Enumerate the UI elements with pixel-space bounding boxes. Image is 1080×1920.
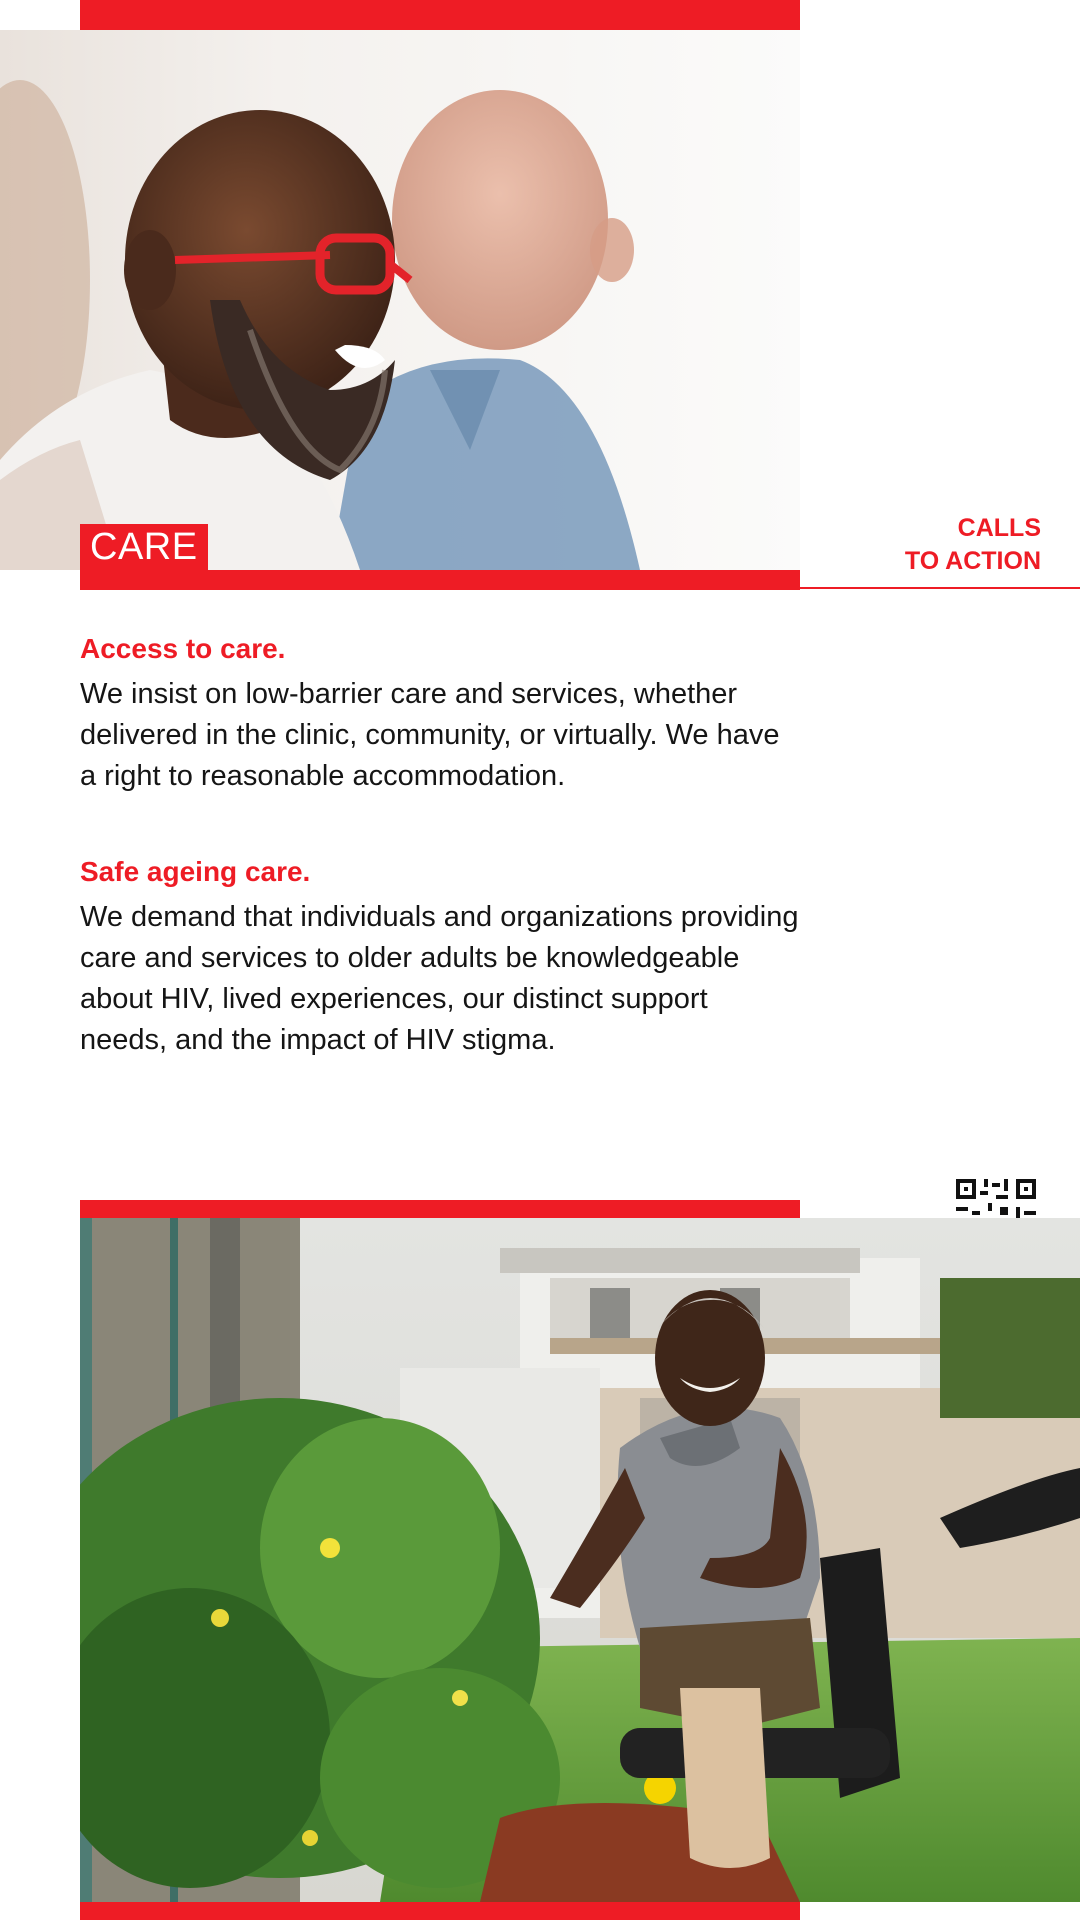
red-bar-above-photo <box>80 1200 800 1218</box>
calls-divider-line <box>800 587 1080 589</box>
top-red-bar <box>80 0 800 30</box>
section-body: We demand that individuals and organizations providing care and services to older adults be knowledgeable about HIV, lived experiences, our distinct support needs, and the impact of HIV stigma. <box>80 901 799 1056</box>
category-label: CARE <box>80 524 208 570</box>
calls-line-2: TO ACTION <box>904 547 1041 575</box>
section-heading: Access to care. <box>80 633 286 664</box>
red-bar-under-photo <box>80 570 800 590</box>
photo-two-men <box>0 30 800 570</box>
section-safe-ageing-care <box>80 855 800 1061</box>
section-body: We insist on low-barrier care and services, whether delivered in the clinic, community, or virtually. We have a right to reasonable accommodation. <box>80 678 780 792</box>
calls-line-1: CALLS <box>957 514 1041 542</box>
section-heading: Safe ageing care. <box>80 856 311 887</box>
photo-man-in-garden <box>80 1218 1080 1902</box>
calls-to-action-label <box>905 512 1041 578</box>
section-access-to-care <box>80 632 800 797</box>
bottom-red-bar <box>80 1902 800 1920</box>
